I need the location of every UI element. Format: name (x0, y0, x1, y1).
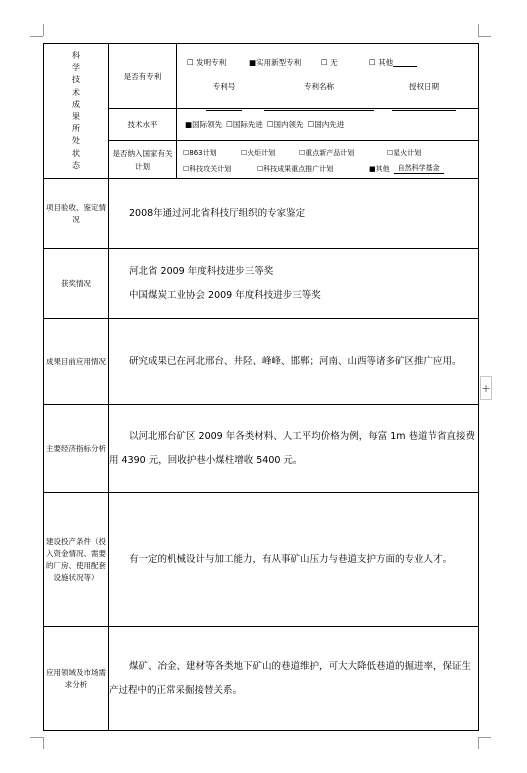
crop-mark (478, 36, 491, 37)
plan-option-torch[interactable]: ☐火炬计划 (241, 148, 276, 157)
economic-text: 以河北邢台矿区 2009 年各类材料、人工平均价格为例，每富 1m 巷道节省直接费用 4390 元，回收护巷小煤柱增收 5400 元。 (109, 430, 476, 466)
patent-other-blank[interactable] (393, 57, 417, 67)
acceptance-content[interactable] (109, 179, 479, 249)
production-conditions-text: 有一定的机械设计与加工能力，有从事矿山压力与巷道支护方面的专业人才。 (129, 553, 453, 565)
patent-name-field[interactable] (259, 81, 379, 101)
tech-level-options (177, 119, 478, 130)
crop-mark (30, 36, 43, 37)
plan-option-spark[interactable]: ☐星火计划 (387, 148, 422, 157)
award-line-1: 河北省 2009 年度科技进步三等奖 (129, 265, 274, 277)
achievement-status-text: 科学技术成果所处状态 (72, 50, 80, 170)
patent-options (177, 51, 478, 71)
patent-option-utility[interactable]: ■实用新型专利 (249, 57, 302, 67)
plan-other-value[interactable]: 自然科学基金 (394, 163, 444, 174)
crop-mark (30, 737, 43, 738)
patent-option-invention[interactable]: ☐ 发明专利 (187, 57, 227, 67)
achievement-form-table (43, 43, 479, 731)
patent-option-none[interactable]: ☐ 无 (321, 57, 338, 67)
plan-option-key-product[interactable]: ☐重点新产品计划 (299, 148, 355, 157)
patent-fields (177, 71, 478, 101)
plan-cell (177, 141, 479, 179)
tech-option-dom-advanced[interactable]: ☐国内先进 (307, 120, 345, 129)
achievement-status-label (44, 44, 109, 179)
production-conditions-content[interactable] (109, 493, 479, 627)
tech-option-intl-advanced[interactable]: ☐国际先进 (226, 120, 263, 129)
grant-date-label: 授权日期 (409, 82, 439, 91)
application-status-text: 研究成果已在河北邢台、井陉、峰峰、邯郸；河南、山西等诸多矿区推广应用。 (129, 355, 462, 367)
market-analysis-label: 应用领域及市场需求分析 (44, 627, 109, 731)
awards-label: 获奖情况 (44, 249, 109, 319)
tech-option-dom-leading[interactable]: ☐国内领先 (266, 120, 304, 129)
crop-mark (478, 24, 479, 36)
patent-name-line (264, 101, 374, 111)
add-row-handle[interactable]: + (480, 376, 492, 400)
application-status-content[interactable] (109, 319, 479, 405)
market-analysis-content[interactable] (109, 627, 479, 731)
crop-mark (43, 737, 44, 749)
award-line-2: 中国煤炭工业协会 2009 年度科技进步三等奖 (129, 289, 321, 301)
economic-content[interactable] (109, 405, 479, 493)
grant-date-line (392, 101, 456, 111)
awards-content[interactable] (109, 249, 479, 319)
acceptance-label: 项目验收、鉴定情况 (44, 179, 109, 249)
patent-label: 是否有专利 (109, 44, 177, 109)
patent-number-label: 专利号 (212, 82, 236, 91)
market-analysis-text: 煤矿、冶金、建材等各类地下矿山的巷道维护，可大大降低巷道的掘进率，保证生产过程中的正常采掘接替关系。 (109, 660, 472, 696)
tech-level-cell (177, 109, 479, 141)
acceptance-text: 2008年通过河北省科技厅组织的专家鉴定 (129, 207, 306, 219)
plan-option-863[interactable]: ☐863计划 (183, 148, 217, 157)
plan-option-key-tech[interactable]: ☐科技攻关计划 (183, 164, 232, 173)
tech-option-intl-leading[interactable]: ■国际领先 (185, 120, 223, 129)
patent-number-line (206, 101, 242, 111)
patent-option-other[interactable]: ☐ 其他 (369, 57, 394, 67)
patent-name-label: 专利名称 (304, 82, 334, 91)
grant-date-field[interactable] (379, 81, 469, 101)
plan-options-row2 (177, 161, 478, 177)
application-status-label: 成果目前应用情况 (44, 319, 109, 405)
production-conditions-label: 建设投产条件（投入资金情况、需要的厂房、使用配套设施状况等） (44, 493, 109, 627)
crop-mark (43, 24, 44, 36)
patent-cell (177, 44, 479, 109)
economic-label: 主要经济指标分析 (44, 405, 109, 493)
plan-option-promotion[interactable]: ☐科技成果重点推广计划 (257, 164, 334, 173)
plan-option-other[interactable]: ■其他 (369, 164, 390, 173)
crop-mark (478, 737, 491, 738)
plan-options-row1 (177, 143, 478, 161)
plan-label: 是否纳入国家有关计划 (109, 141, 177, 179)
crop-mark (478, 737, 479, 749)
patent-number-field[interactable] (189, 81, 259, 101)
tech-level-label: 技术水平 (109, 109, 177, 141)
